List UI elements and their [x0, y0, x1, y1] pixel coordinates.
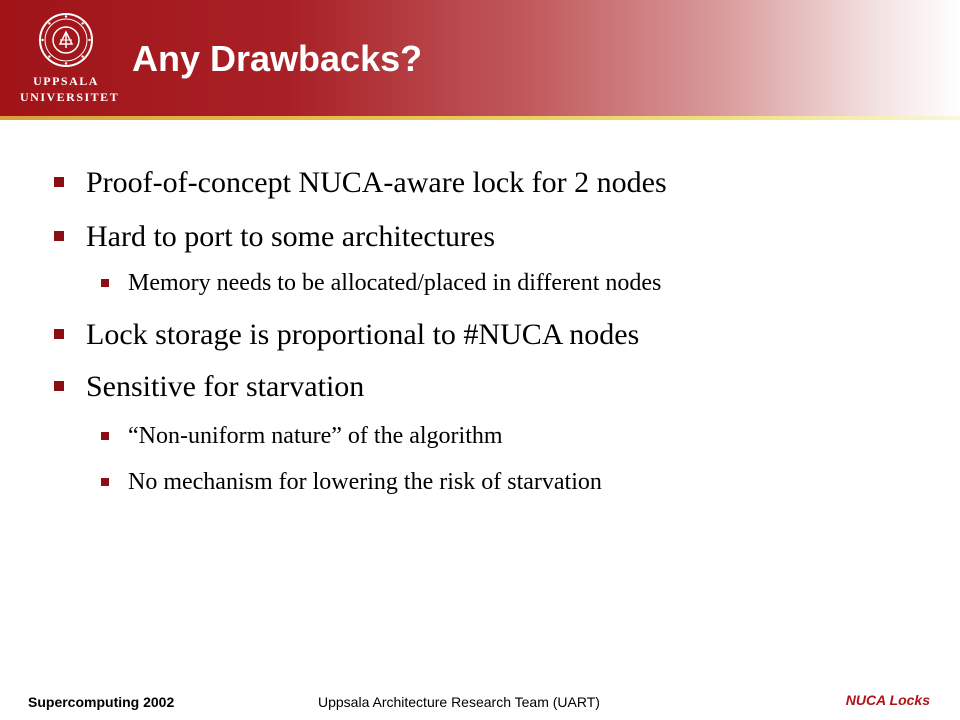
- bullet-marker-icon: [101, 432, 109, 440]
- bullet-marker-icon: [101, 279, 109, 287]
- bullet-text: Memory needs to be allocated/placed in different nodes: [128, 270, 662, 296]
- bullet-text: “Non-uniform nature” of the algorithm: [128, 423, 503, 449]
- bullet-item: [86, 318, 639, 352]
- bullet-text: Proof-of-concept NUCA-aware lock for 2 nodes: [86, 166, 667, 199]
- bullet-text: Lock storage is proportional to #NUCA nodes: [86, 318, 640, 351]
- logo-line-uppsala: UPPSALA: [33, 74, 99, 88]
- bullet-text: Sensitive for starvation: [86, 370, 365, 403]
- sub-bullet-item: [128, 270, 661, 297]
- footer-team: Uppsala Architecture Research Team (UART): [318, 694, 600, 710]
- bullet-text: Hard to port to some architectures: [86, 220, 496, 253]
- slide-title: Any Drawbacks?: [132, 38, 423, 79]
- bullet-marker-icon: [54, 231, 64, 241]
- bullet-text: No mechanism for lowering the risk of starvation: [128, 469, 602, 495]
- bullet-item: [86, 220, 495, 254]
- university-logo: [20, 10, 120, 110]
- logo-line-universitet: UNIVERSITET: [20, 90, 120, 104]
- bullet-marker-icon: [54, 177, 64, 187]
- footer-topic: NUCA Locks: [845, 692, 930, 708]
- university-seal-icon: [20, 10, 112, 72]
- bullet-item: [86, 370, 364, 404]
- sub-bullet-item: [128, 423, 503, 450]
- header-divider: [0, 116, 960, 120]
- sub-bullet-item: [128, 469, 602, 496]
- footer-conference: Supercomputing 2002: [28, 694, 175, 710]
- bullet-marker-icon: [54, 381, 64, 391]
- bullet-marker-icon: [101, 478, 109, 486]
- bullet-marker-icon: [54, 329, 64, 339]
- bullet-item: [86, 166, 667, 200]
